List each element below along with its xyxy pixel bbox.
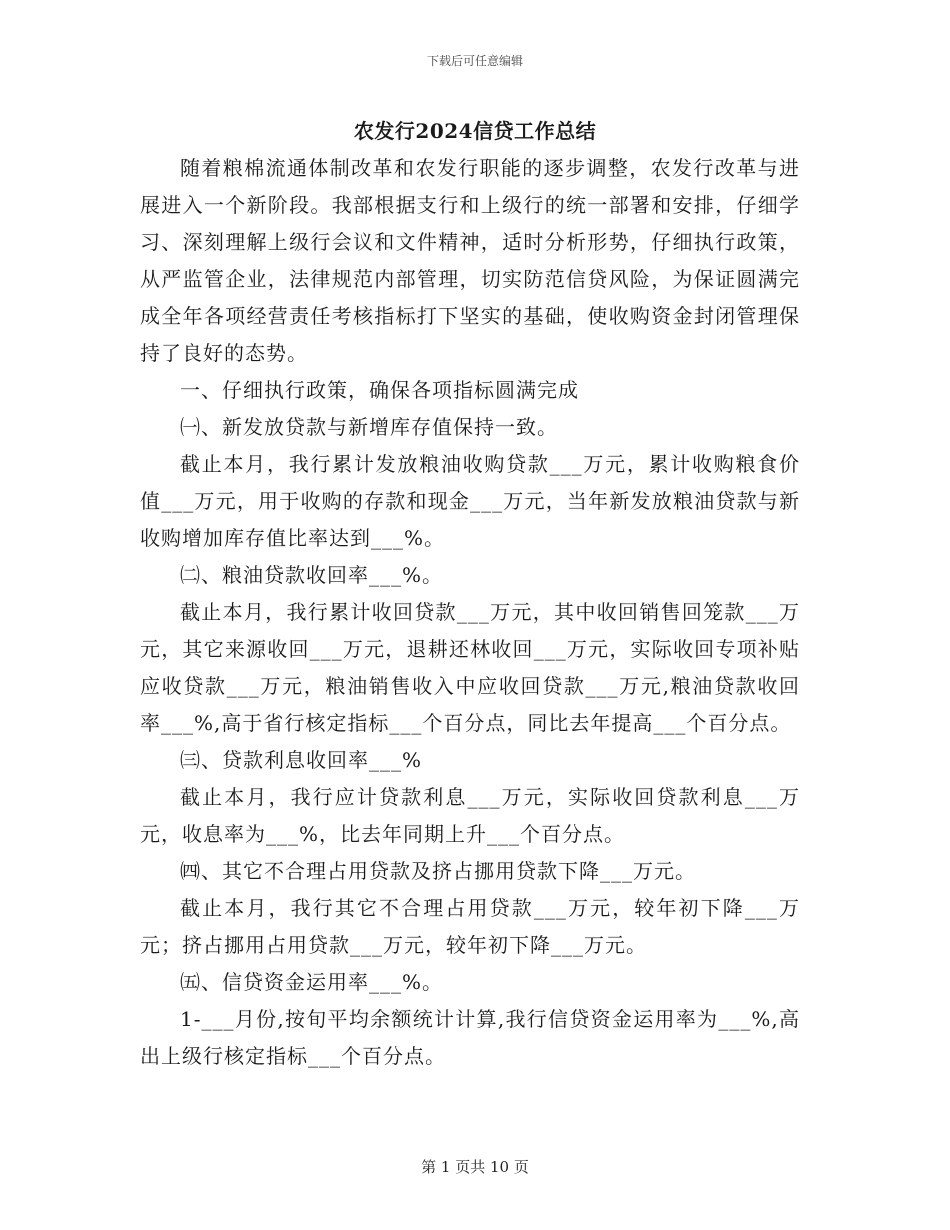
subsection-heading: ㈡、粮油贷款收回率___%。 [180, 563, 444, 587]
paragraph: 随着粮棉流通体制改革和农发行职能的逐步调整，农发行改革与进展进入一个新阶段。我部根据支行和上级行的统一部署和安排，仔细学习、深刻理解上级行会议和文件精神，适时分析形势，仔细执行政策，从严监管企业，法律规范内部管理，切实防范信贷风险，为保证圆满完成全年各项经营责任考核指标打下坚实的基础，使收购资金封闭管理保持了良好的态势。 [140, 156, 800, 365]
subsection-heading: ㈢、贷款利息收回率___% [180, 748, 423, 772]
page-footer: 第 1 页共 10 页 [421, 1158, 529, 1176]
paragraph: 1-___月份,按旬平均余额统计计算,我行信贷资金运用率为___%,高出上级行核定指标___个百分点。 [140, 1007, 800, 1068]
paragraph: 截止本月，我行累计收回贷款___万元，其中收回销售回笼款___万元，其它来源收回___万元，退耕还林收回___万元，实际收回专项补贴应收贷款___万元，粮油销售收入中应收回贷款___万元,粮油贷款收回率___%,高于省行核定指标___个百分点，同比去年提高___个百分点。 [140, 600, 800, 735]
section-heading: 一、仔细执行政策，确保各项指标圆满完成 [180, 378, 579, 402]
paragraph: 截止本月，我行应计贷款利息___万元，实际收回贷款利息___万元，收息率为___%，比去年同期上升___个百分点。 [140, 785, 800, 846]
paragraph: 截止本月，我行其它不合理占用贷款___万元，较年初下降___万元；挤占挪用占用贷款___万元，较年初下降___万元。 [140, 896, 800, 957]
paragraph: 截止本月，我行累计发放粮油收购贷款___万元，累计收购粮食价值___万元，用于收购的存款和现金___万元，当年新发放粮油贷款与新收购增加库存值比率达到___%。 [140, 452, 800, 550]
document-body [140, 150, 800, 1075]
document-title: 农发行2024信贷工作总结 [353, 119, 597, 143]
subsection-heading: ㈤、信贷资金运用率___%。 [180, 970, 444, 994]
subsection-heading: ㈠、新发放贷款与新增库存值保持一致。 [180, 415, 558, 439]
subsection-heading: ㈣、其它不合理占用贷款及挤占挪用贷款下降___万元。 [180, 859, 696, 883]
header-note: 下载后可任意编辑 [426, 54, 523, 68]
